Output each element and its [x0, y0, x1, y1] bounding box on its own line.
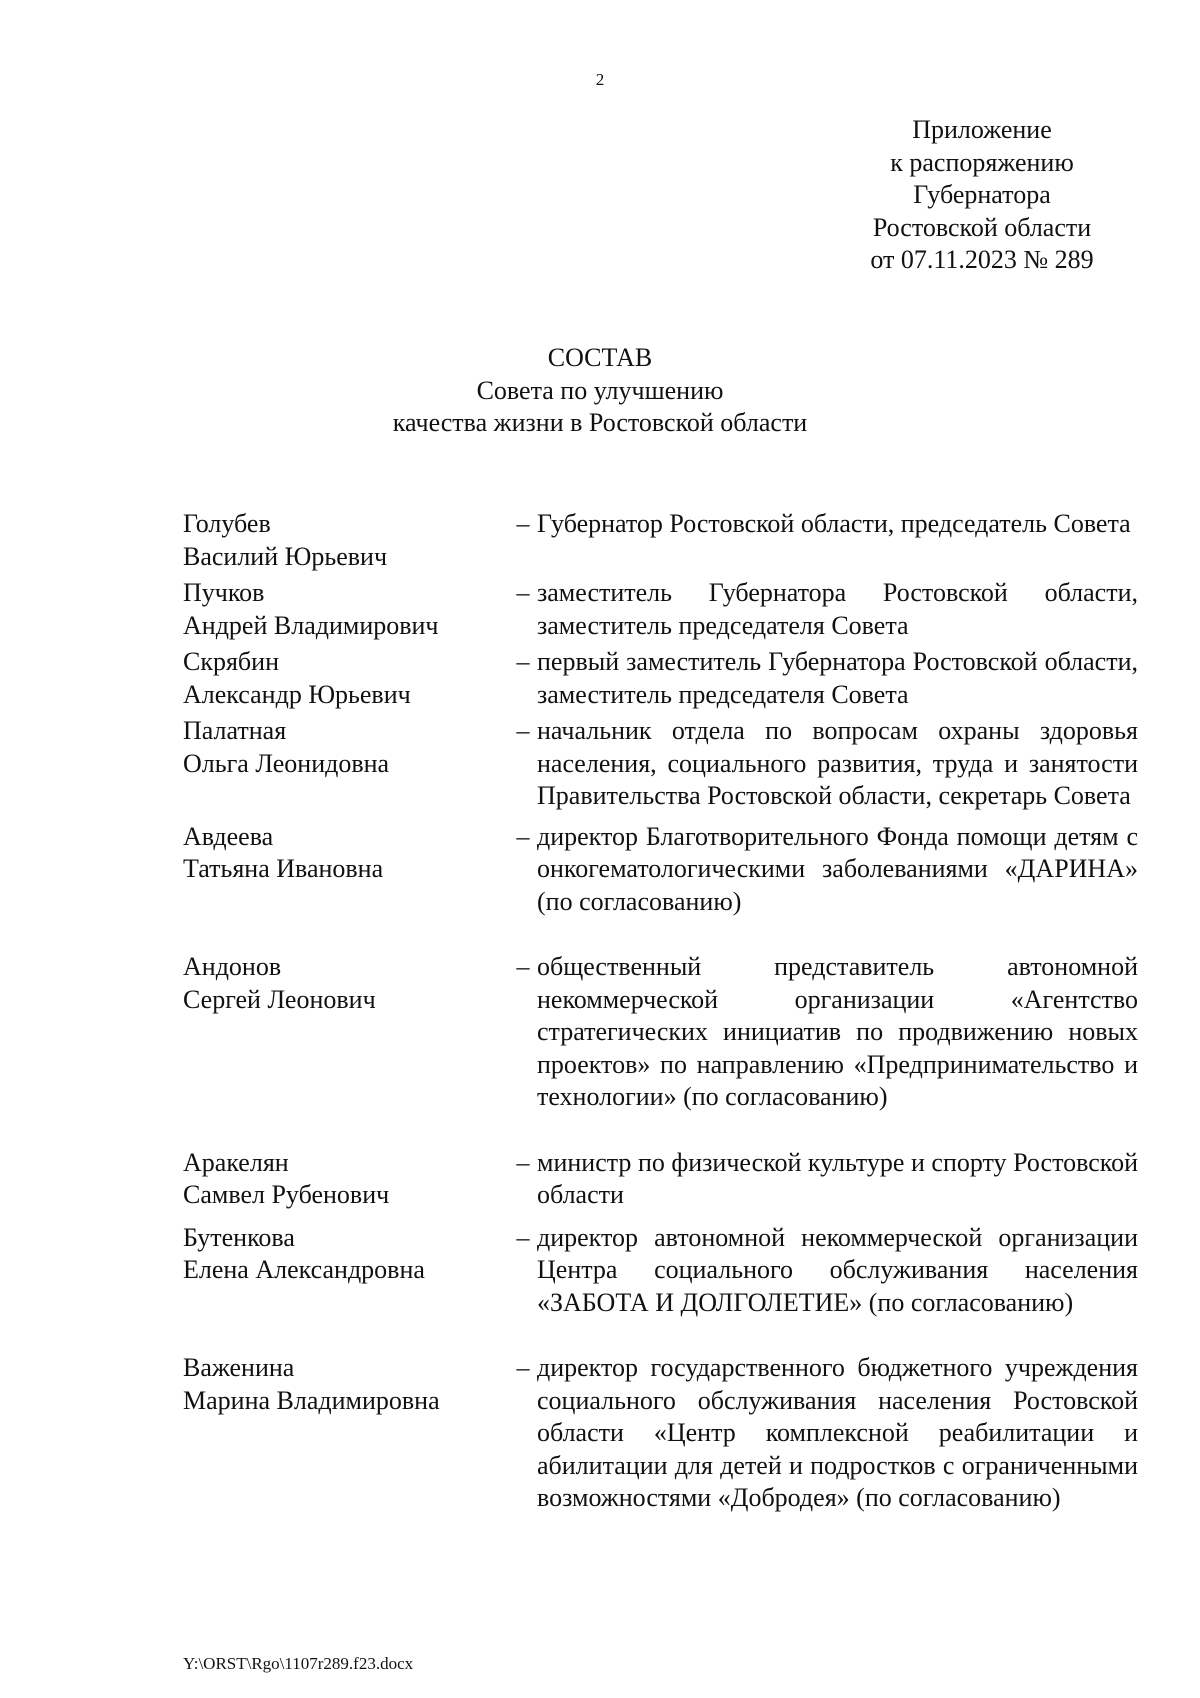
member-name	[183, 1222, 515, 1320]
member-given-name: Александр Юрьевич	[183, 679, 411, 709]
member-surname: Палатная	[183, 716, 287, 745]
member-surname: Авдеева	[183, 821, 274, 851]
member-surname: Пучков	[183, 578, 265, 607]
dash: –	[516, 647, 530, 676]
dash: –	[516, 578, 530, 607]
dash: –	[516, 952, 530, 981]
member-name	[183, 1352, 515, 1515]
member-given-name: Василий Юрьевич	[183, 541, 388, 571]
member-name	[183, 821, 515, 919]
member-row	[183, 577, 1138, 642]
member-role: Губернатор Ростовской области, председатель Совета	[537, 509, 1131, 538]
appendix-line: Губернатора	[913, 180, 1051, 209]
member-given-name: Ольга Леонидовна	[183, 748, 390, 778]
member-row	[183, 1147, 1138, 1212]
file-path-footer: Y:\ORST\Rgo\1107r289.f23.docx	[183, 1654, 414, 1673]
title-line: качества жизни в Ростовской области	[392, 408, 808, 437]
member-name	[183, 715, 515, 813]
member-surname: Аракелян	[183, 1147, 289, 1177]
dash: –	[516, 509, 530, 538]
appendix-line: от 07.11.2023 № 289	[870, 245, 1094, 274]
member-given-name: Елена Александровна	[183, 1255, 425, 1284]
page-number: 2	[595, 70, 605, 89]
member-given-name: Сергей Леонович	[183, 984, 376, 1014]
member-role: первый заместитель Губернатора Ростовской области, заместитель председателя Совета	[537, 647, 1138, 709]
member-role: общественный представитель автономной некоммерческой организации «Агентство стратегических инициатив по продвижению новых проектов» по направлению «Предпринимательство и технологии» (по согласованию)	[537, 952, 1138, 1111]
member-row	[183, 1222, 1138, 1320]
member-name	[183, 577, 515, 642]
member-given-name: Самвел Рубенович	[183, 1180, 390, 1209]
member-row	[183, 646, 1138, 711]
appendix-line: Приложение	[912, 115, 1052, 144]
member-row	[183, 508, 1138, 573]
members-list	[183, 508, 1138, 1515]
dash: –	[516, 1222, 530, 1252]
member-name	[183, 1147, 515, 1212]
member-name	[183, 951, 515, 1114]
title-line: Совета по улучшению	[476, 375, 724, 405]
member-role: начальник отдела по вопросам охраны здоровья населения, социального развития, труда и занятости Правительства Ростовской области, секретарь Совета	[537, 716, 1138, 810]
member-surname: Андонов	[183, 952, 282, 981]
member-row	[183, 715, 1138, 813]
dash: –	[516, 716, 530, 745]
appendix-block	[842, 114, 1122, 277]
member-row	[183, 821, 1138, 919]
member-surname: Голубев	[183, 509, 271, 538]
appendix-line: к распоряжению	[890, 147, 1074, 177]
member-role: заместитель Губернатора Ростовской области, заместитель председателя Совета	[537, 578, 1138, 640]
member-surname: Скрябин	[183, 647, 279, 676]
member-name	[183, 508, 515, 573]
member-role: директор государственного бюджетного учреждения социального обслуживания населения Ростовской области «Центр комплексной реабилитации и абилитации для детей и подростков с ограниченными возможностями «Добродея» (по согласованию)	[537, 1353, 1138, 1512]
dash: –	[516, 1353, 530, 1382]
member-role: министр по физической культуре и спорту Ростовской области	[537, 1147, 1138, 1209]
member-given-name: Андрей Владимирович	[183, 610, 439, 640]
member-surname: Бутенкова	[183, 1222, 295, 1252]
member-name	[183, 646, 515, 711]
member-given-name: Марина Владимировна	[183, 1385, 440, 1415]
document-title	[0, 342, 1200, 440]
dash: –	[516, 1147, 530, 1177]
member-surname: Важенина	[183, 1353, 295, 1382]
member-row	[183, 951, 1138, 1114]
member-given-name: Татьяна Ивановна	[183, 854, 384, 883]
dash: –	[516, 821, 530, 851]
member-row	[183, 1352, 1138, 1515]
member-role: директор Благотворительного Фонда помощи детям с онкогематологическими заболеваниями «ДАРИНА» (по согласованию)	[537, 821, 1138, 916]
title-heading: СОСТАВ	[547, 343, 653, 372]
member-role: директор автономной некоммерческой организации Центра социального обслуживания населения «ЗАБОТА И ДОЛГОЛЕТИЕ» (по согласованию)	[537, 1222, 1138, 1317]
appendix-line: Ростовской области	[872, 212, 1092, 242]
